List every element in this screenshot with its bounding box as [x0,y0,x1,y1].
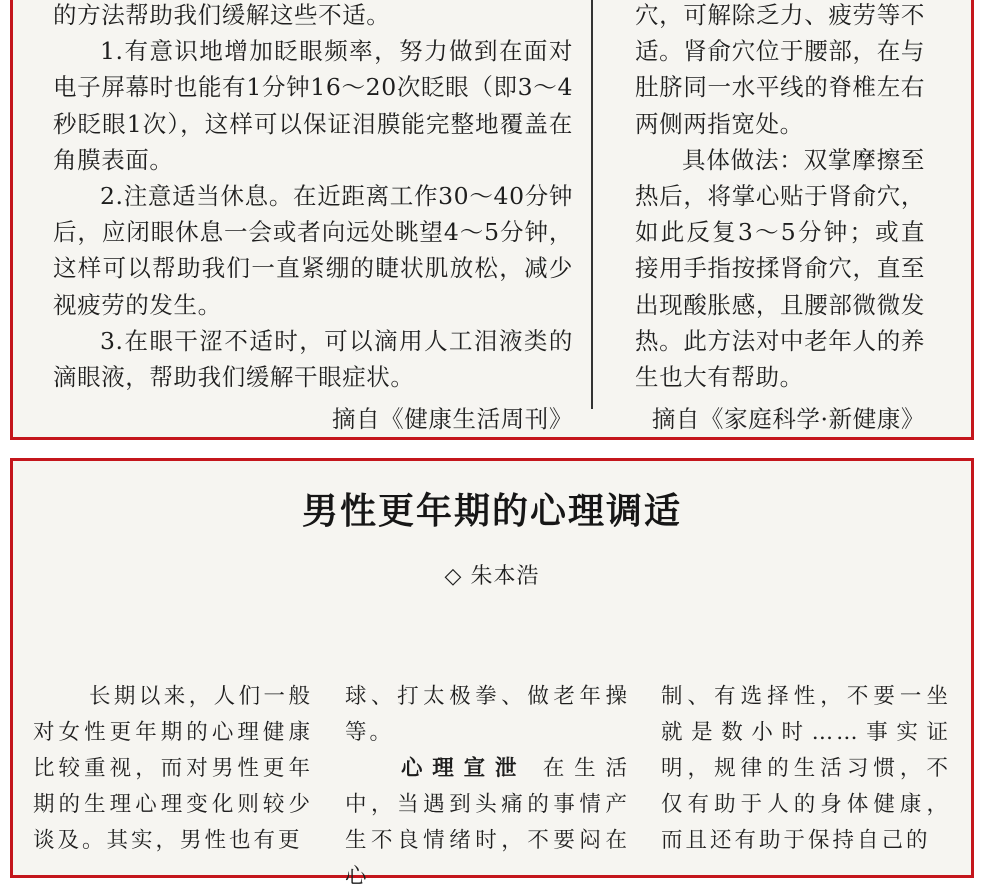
tip-1: 1.有意识地增加眨眼频率，努力做到在面对电子屏幕时也能有1分钟16～20次眨眼（即3～4秒眨眼1次），这样可以保证泪膜能完整地覆盖在角膜表面。 [53,37,573,174]
article-column-2 [345,679,630,895]
right-para-2: 具体做法：双掌摩擦至热后，将掌心贴于肾俞穴，如此反复3～5分钟；或直接用手指按揉肾俞穴，直至出现酸胀感，且腰部微微发热。此方法对中老年人的养生也大有帮助。 [635,145,925,392]
article-col2-start: 球、打太极拳、做老年操等。 [345,684,630,745]
tip-3: 3.在眼干涩不适时，可以滴用人工泪液类的滴眼液，帮助我们缓解干眼症状。 [53,326,573,392]
column-divider [591,0,593,409]
section-heading: 心理宣泄 [401,756,527,781]
intro-text: 的方法帮助我们缓解这些不适。 [53,1,391,29]
top-panel [10,0,974,440]
right-column [635,0,925,437]
article-col2-rest: 在生活中，当遇到头痛的事情产生不良情绪时，不要闷在心 [345,756,630,889]
article-author: ◇ 朱本浩 [444,564,540,589]
article-panel [10,458,974,889]
article-col1-text: 长期以来，人们一般对女性更年期的心理健康比较重视，而对男性更年期的生理心理变化则较少谈及。其实，男性也有更 [33,684,313,853]
article-col3-text: 制、有选择性，不要一坐就是数小时……事实证明，规律的生活习惯，不仅有助于人的身体健康，而且还有助于保持自己的 [661,684,951,853]
left-column [53,0,573,437]
article-col2-para [345,751,630,895]
article-title: 男性更年期的心理调适 [301,491,682,532]
article-column-3 [661,679,951,859]
article-column-1 [33,679,313,859]
right-para-1: 穴，可解除乏力、疲劳等不适。肾俞穴位于腰部，在与肚脐同一水平线的脊椎左右两侧两指宽处。 [635,1,925,138]
source-right: 摘自《家庭科学·新健康》 [651,405,925,434]
source-left: 摘自《健康生活周刊》 [332,405,573,434]
tip-2: 2.注意适当休息。在近距离工作30～40分钟后，应闭眼休息一会或者向远处眺望4～5分钟，这样可以帮助我们一直紧绷的睫状肌放松，减少视疲劳的发生。 [53,182,573,319]
